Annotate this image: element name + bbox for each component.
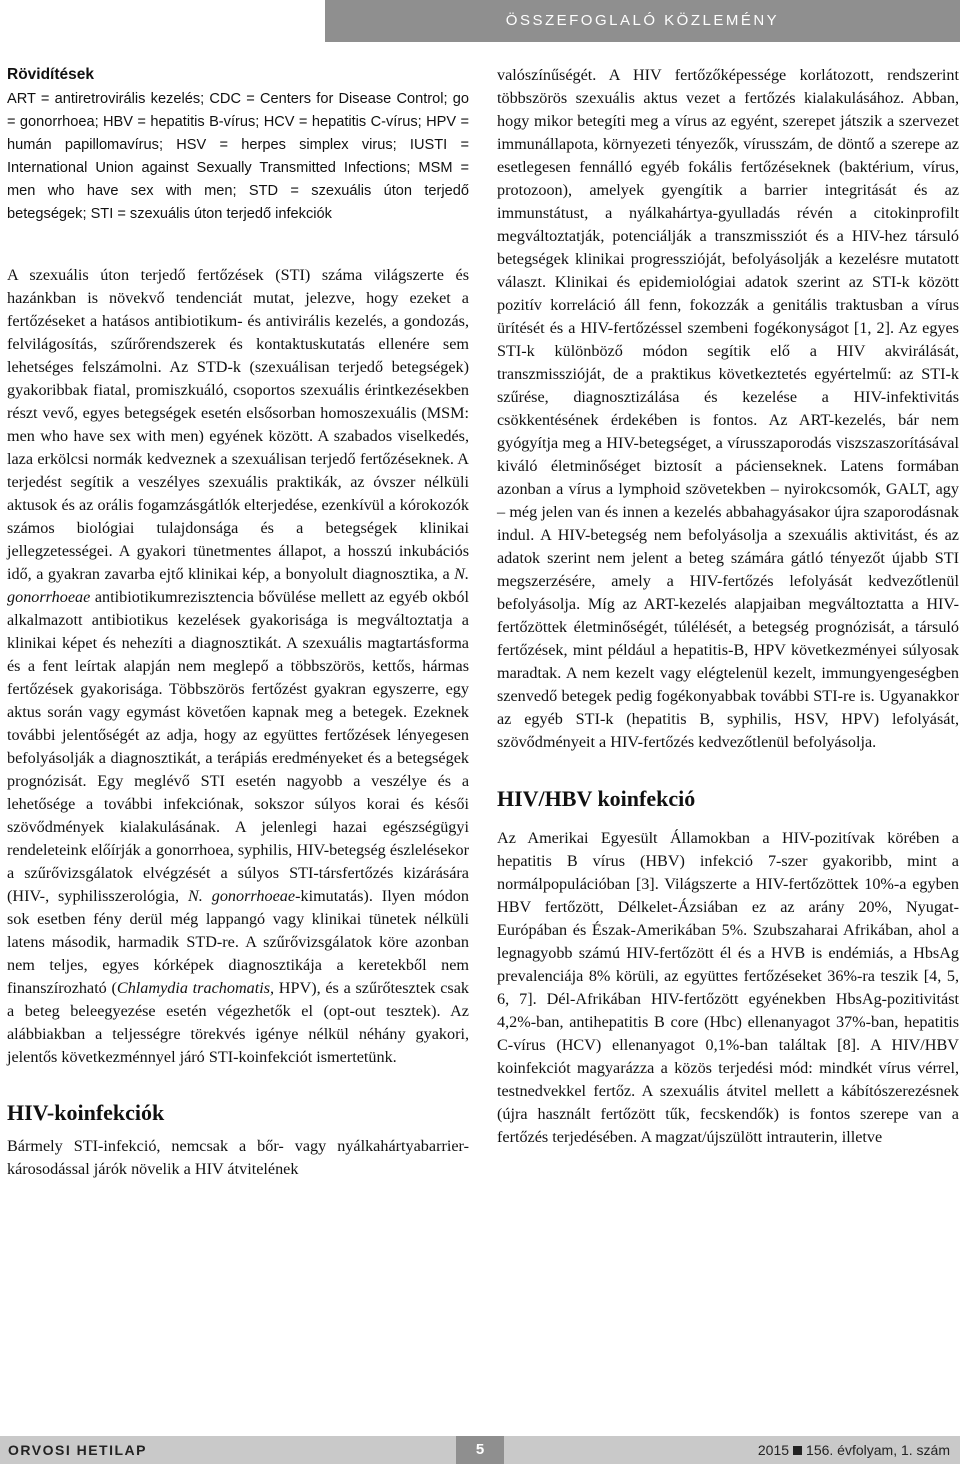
intro-italic-2: N. gonorrhoeae [187, 886, 296, 905]
intro-text-b: antibiotikumrezisztencia bővülése mellett az egyéb okból alkalmazott antibiotikus kezelések gyakorisága is megváltoztatja a klinikai képet és nehezíti a diagnosztikát. A szexuális magtartásforma és a fent leírtak alapján nem meglepő a többszörös, kettős, hármas fertőzések gyakorisága. Többszörös fertőzést gyakran egyszerre, egy aktus során vagy egymást követően kapnak meg a betegek. Ezeknek további jelentőségét az adja, hogy az együttes fertőzések lényegesen befolyásolják a diagnosztikát, a terápiás eredményeket és a betegségek prognózisát. Egy meglévő STI esetén nagyobb a veszélye és a lehetősége a további infekciónak, sokszor súlyos korai és késői szövődmények kialakulásának. A jelenlegi hazai egészségügyi rendeleteink előírják a gonorrhoea, syphilis, HIV-betegség észlelésekor a szűrővizsgálatok elvégzését a súlyos STI-társfertőzés kizárására (HIV-, syphilisszerológia, [7, 587, 469, 905]
intro-text-a: A szexuális úton terjedő fertőzések (STI) száma világszerte és hazánkban is növekvő tendenciát mutat, jelezve, hogy ezeket a fertőzéseket a hatásos antibiotikum- és antivirális kezelés, a gondozás, felvilágosítás, szűrőrendszerek és kontaktuskutatás ellenére sem lehetséges felszámolni. Az STD-k (szexuálisan terjedő betegségek) gyakoribbak fiatal, promiszkuáló, csoportos szexuális érintkezésekben részt vevő, egyes betegségek esetén elsősorban homoszexuális (MSM: men who have sex with men) egyének között. A szabados viselkedés, laza erkölcsi normák kedveznek a szexuálisan terjedő fertőzéseknek. A terjedést segítik a veszélyes szexuális praktikák, az óvszer nélküli aktusok és az orális fogamzásgátlók elterjedése, ezenkívül a kórokozók számos biológiai tulajdonsága és a betegségek klinikai jellegzetességei. A gyakori tünetmentes állapot, a hosszú inkubációs idő, a gyakran zavarba ejtő klinikai kép, a bonyolult diagnosztika, a [7, 265, 469, 583]
journal-name: ORVOSI HETILAP [8, 1442, 147, 1458]
abbreviations-body: ART = antiretrovirális kezelés; CDC = Centers for Disease Control; go = gonorrhoea; HBV = hepatitis B-vírus; HCV = hepatitis C-vírus; HPV = humán papillomavírus; HSV = herpes simplex virus; IUSTI = International Union against Sexually Transmitted Infections; MSM = men who have sex with men; STD = szexuális úton terjedő betegségek; STI = szexuális úton terjedő infekciók [7, 91, 469, 223]
year: 2015 [757, 1442, 790, 1458]
intro-italic-1: N. gonorrhoeae [7, 564, 469, 606]
spacer [7, 227, 469, 268]
intro-paragraph [7, 264, 469, 1069]
section-heading-hiv-hbv: HIV/HBV koinfekció [497, 786, 696, 811]
hiv-paragraph: Bármely STI-infekció, nemcsak a bőr- vagy nyálkahártyabarrier-károsodással járók növelik a HIV átvitelének [7, 1136, 469, 1178]
intro-text-c: -kimutatás). Ilyen módon sok esetben fény derül még lappangó vagy klinikai tünetek nélküli latens második, harmadik STD-re. A szűrővizsgálatok köre azonban nem teljes, egyes kórképek diagnosztikája a keretekből nem finanszírozható ( [7, 886, 469, 997]
page-number: 5 [475, 1441, 485, 1458]
left-column [7, 64, 469, 1181]
section-heading-hiv: HIV-koinfekciók [7, 1099, 165, 1125]
intro-text-d: HPV), és a szűrőtesztek csak a beteg beleegyezése esetén végezhetők el (opt-out tesztek). Az alábbiakban a teljességre törekvés igénye nélkül néhány gyakori, jelentős következménnyel járó STI-koinfekciót ismertetünk. [7, 978, 469, 1066]
volume: 156. évfolyam, 1. szám [806, 1442, 950, 1458]
issue-info [758, 1436, 950, 1464]
section-label: ÖSSZEFOGLALÓ KÖZLEMÉNY [325, 0, 960, 42]
right-column [497, 64, 959, 1149]
hiv-hbv-paragraph: Az Amerikai Egyesült Államokban a HIV-pozitívak körében a hepatitis B vírus (HBV) infekció 7-szer gyakoribb, mint a normálpopulációban [3]. Világszerte a HIV-fertőzöttek 10%-a egyben HBV fertőzött, Délkelet-Ázsiában ez az arány 20%, Nyugat-Európában és Észak-Amerikában 5%. Szubszaharai Afrikában, ahol a legnagyobb számú HIV-fertőzött él és a HVB is endémiás, a HbsAg prevalenciája 8% körüli, az együttes fertőzéseket 36%-ra teszik [4, 5, 6, 7]. Dél-Afrikában HIV-fertőzött egyénekben HbsAg-pozitivitást 4,2%-ban, antihepatitis B core (Hbc) ellenanyagot 37%-ban, hepatitis C-vírus (HCV) ellenanyagot 0,1%-ban találtak [8]. A HIV/HBV koinfekciót magyarázza a közös terjedési mód: mindkét vírus vérrel, testnedvekkel fertőz. A szexuális átvitel mellett a kábítószerezésnek (újra használt fertőzött tűk, fecskendők) is fontos szerepe van a fertőzés terjedésében. A magzat/újszülött intrauterin, illetve [497, 829, 959, 1146]
abbreviations-title: Rövidítések [7, 66, 95, 83]
intro-italic-3: Chlamydia trachomatis, [116, 978, 275, 997]
hiv-continued-paragraph: valószínűségét. A HIV fertőzőképessége korlátozott, rendszerint többszörös szexuális aktus vezet a fertőzés kialakulásához. Abban, hogy mikor betegíti meg a vírus az egyént, szerepet játszik a szervezet immunállapota, környezeti tényezők, vírusszám, de döntő a szerepe az esetlegesen fennálló egyéb fokális fertőzéseknek (baktérium, vírus, protozoon), amelyek gyengítik a barrier integritását és az immunstátust, a nyálkahártya-gyulladás révén a citokinprofilt megváltoztatják, potenciálják a transzmissziót és a HIV-hez társuló betegségek klinikai progresszióját, befolyásolják a kezelésre mutatott választ. Klinikai és epidemiológiai adatok szerint az STI-k között pozitív korreláció áll fenn, fokozzák a genitális traktusban a vírus ürítését és a HIV-fertőzéssel szembeni fogékonyságot [1, 2]. Az egyes STI-k különböző módon segítik elő a HIV akvirálását, transzmisszióját, de a praktikus következtetés egyértelmű: az STI-k szűrése, diagnosztizálása és kezelése a HIV-infektivitás csökkentésének érdekében is fontos. Az ART-kezelés, bár nem gyógyítja meg a HIV-betegséget, a vírusszaporodás viszszaszorításával kiváló életminőséget biztosít a pácienseknek. Latens formában azonban a vírus a lymphoid szövetekben – nyirokcsomók, GALT, agy – még jelen van és innen a kezelés abbahagyásakor újra szaporodásnak indul. A HIV-betegség nem befolyásolja a szexuális aktivitást, és az adatok szerint nem jelent a beteg számára gátló tényezőt újabb STI megszerzésére, amely a HIV-fertőzés lefolyását kedvezőtlenül befolyásolja. Míg az ART-kezelés alapjaiban megváltoztatta a HIV-fertőzöttek életminőségét, túlélését, a betegség prognózisát, a társuló fertőzések, mint például a hepatitis-B, HPV következményei súlyosak maradtak. A nem kezelt vagy elégtelenül kezelt, immungyengeségben szenvedő betegek pedig fogékonyabbak további STI-re is. Ugyanakkor az egyéb STI-k (hepatitis B, syphilis, HSV, HPV) lefolyását, szövődményeit a HIV-fertőzés kedvezőtlenül befolyásolja. [497, 66, 959, 751]
square-separator-icon [793, 1446, 802, 1455]
